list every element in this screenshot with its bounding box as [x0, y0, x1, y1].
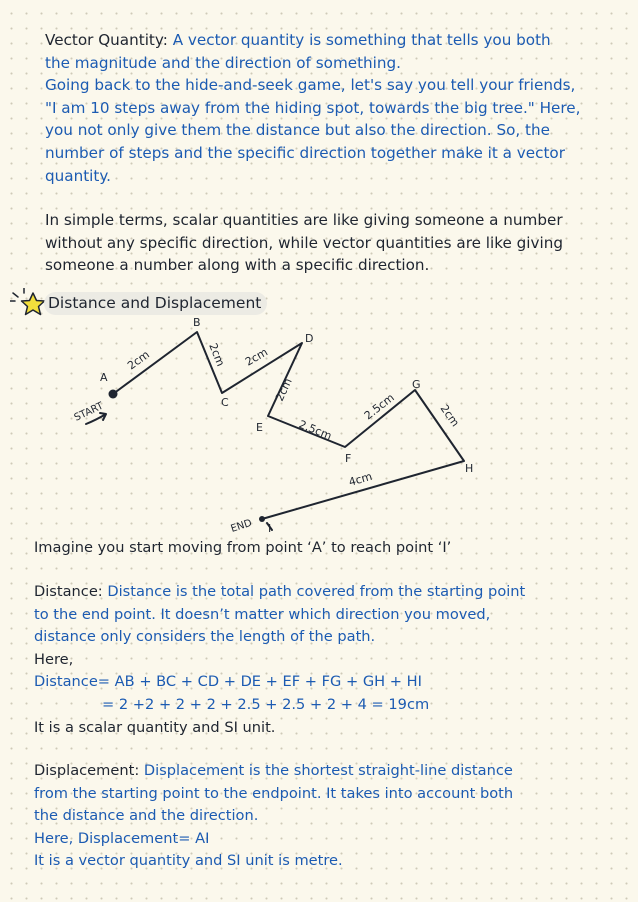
- displacement-note: It is a vector quantity and SI unit is metre.: [34, 852, 343, 870]
- displacement-line-3: the distance and the direction.: [34, 807, 259, 825]
- path-line: [113, 332, 464, 519]
- vector-line-7: quantity.: [45, 166, 111, 185]
- displacement-paragraph: [34, 760, 513, 873]
- distance-line-2: to the end point. It doesn’t matter which direction you moved,: [34, 605, 491, 623]
- point-c-label: C: [221, 396, 229, 409]
- distance-paragraph: [34, 581, 525, 739]
- distance-line-1: Distance: Distance is the total path covered from the starting point: [34, 583, 526, 600]
- segment-hi-label: 4cm: [347, 469, 374, 489]
- distance-note: It is a scalar quantity and SI unit.: [34, 718, 276, 736]
- segment-cd-label: 2cm: [243, 345, 271, 369]
- segment-de-label: 2cm: [272, 376, 295, 404]
- vector-line-2: the magnitude and the direction of something.: [45, 53, 401, 72]
- point-f-label: F: [345, 452, 352, 465]
- point-a-label: A: [100, 371, 108, 384]
- point-i-label: I: [268, 522, 272, 535]
- start-label: START: [72, 400, 106, 424]
- summary-line-3: someone a number along with a specific direction.: [45, 256, 430, 275]
- point-e-label: E: [256, 421, 263, 434]
- displacement-line-1: Displacement: Displacement is the shortest straight-line distance: [34, 762, 513, 779]
- vector-line-3: Going back to the hide-and-seek game, let's say you tell your friends,: [45, 76, 576, 95]
- vector-line-6: number of steps and the specific direction together make it a vector: [45, 143, 565, 162]
- displacement-term: Displacement:: [34, 762, 140, 779]
- segment-bc-label: 2cm: [206, 341, 228, 369]
- segment-fg-label: 2.5cm: [361, 391, 397, 423]
- point-b-label: B: [193, 316, 201, 329]
- end-label: END: [229, 517, 254, 535]
- end-dot: [259, 516, 265, 522]
- vector-line-1: Vector Quantity: A vector quantity is something that tells you both: [45, 31, 551, 49]
- distance-result: = 2 +2 + 2 + 2 + 2.5 + 2.5 + 2 + 4 = 19cm: [102, 695, 430, 713]
- summary-paragraph: [45, 209, 563, 277]
- point-g-label: G: [412, 378, 421, 391]
- intro-text: Imagine you start moving from point ‘A’ to reach point ‘I’: [34, 539, 452, 556]
- segment-ef-label: 2.5cm: [296, 417, 334, 443]
- distance-formula: Distance= AB + BC + CD + DE + EF + FG + GH + HI: [34, 673, 422, 691]
- segment-gh-label: 2cm: [437, 402, 462, 430]
- segment-ab-label: 2cm: [125, 347, 152, 373]
- vector-term: Vector Quantity:: [45, 31, 168, 49]
- distance-line-3: distance only considers the length of the path.: [34, 628, 376, 646]
- start-dot: [109, 390, 118, 399]
- displacement-formula: Here, Displacement= AI: [34, 829, 210, 847]
- point-h-label: H: [465, 462, 474, 475]
- vector-quantity-paragraph: [45, 29, 580, 187]
- point-d-label: D: [305, 332, 314, 345]
- vector-line-4: "I am 10 steps away from the hiding spot, towards the big tree." Here,: [45, 98, 581, 117]
- summary-line-1: In simple terms, scalar quantities are like giving someone a number: [45, 211, 563, 229]
- distance-term: Distance:: [34, 583, 103, 600]
- heading-title: Distance and Displacement: [44, 292, 267, 315]
- distance-here: Here,: [34, 650, 74, 668]
- path-diagram: [0, 310, 638, 540]
- summary-line-2: without any specific direction, while vector quantities are like giving: [45, 233, 563, 252]
- vector-line-5: you not only give them the distance but also the direction. So, the: [45, 121, 550, 140]
- displacement-line-2: from the starting point to the endpoint. It takes into account both: [34, 784, 514, 802]
